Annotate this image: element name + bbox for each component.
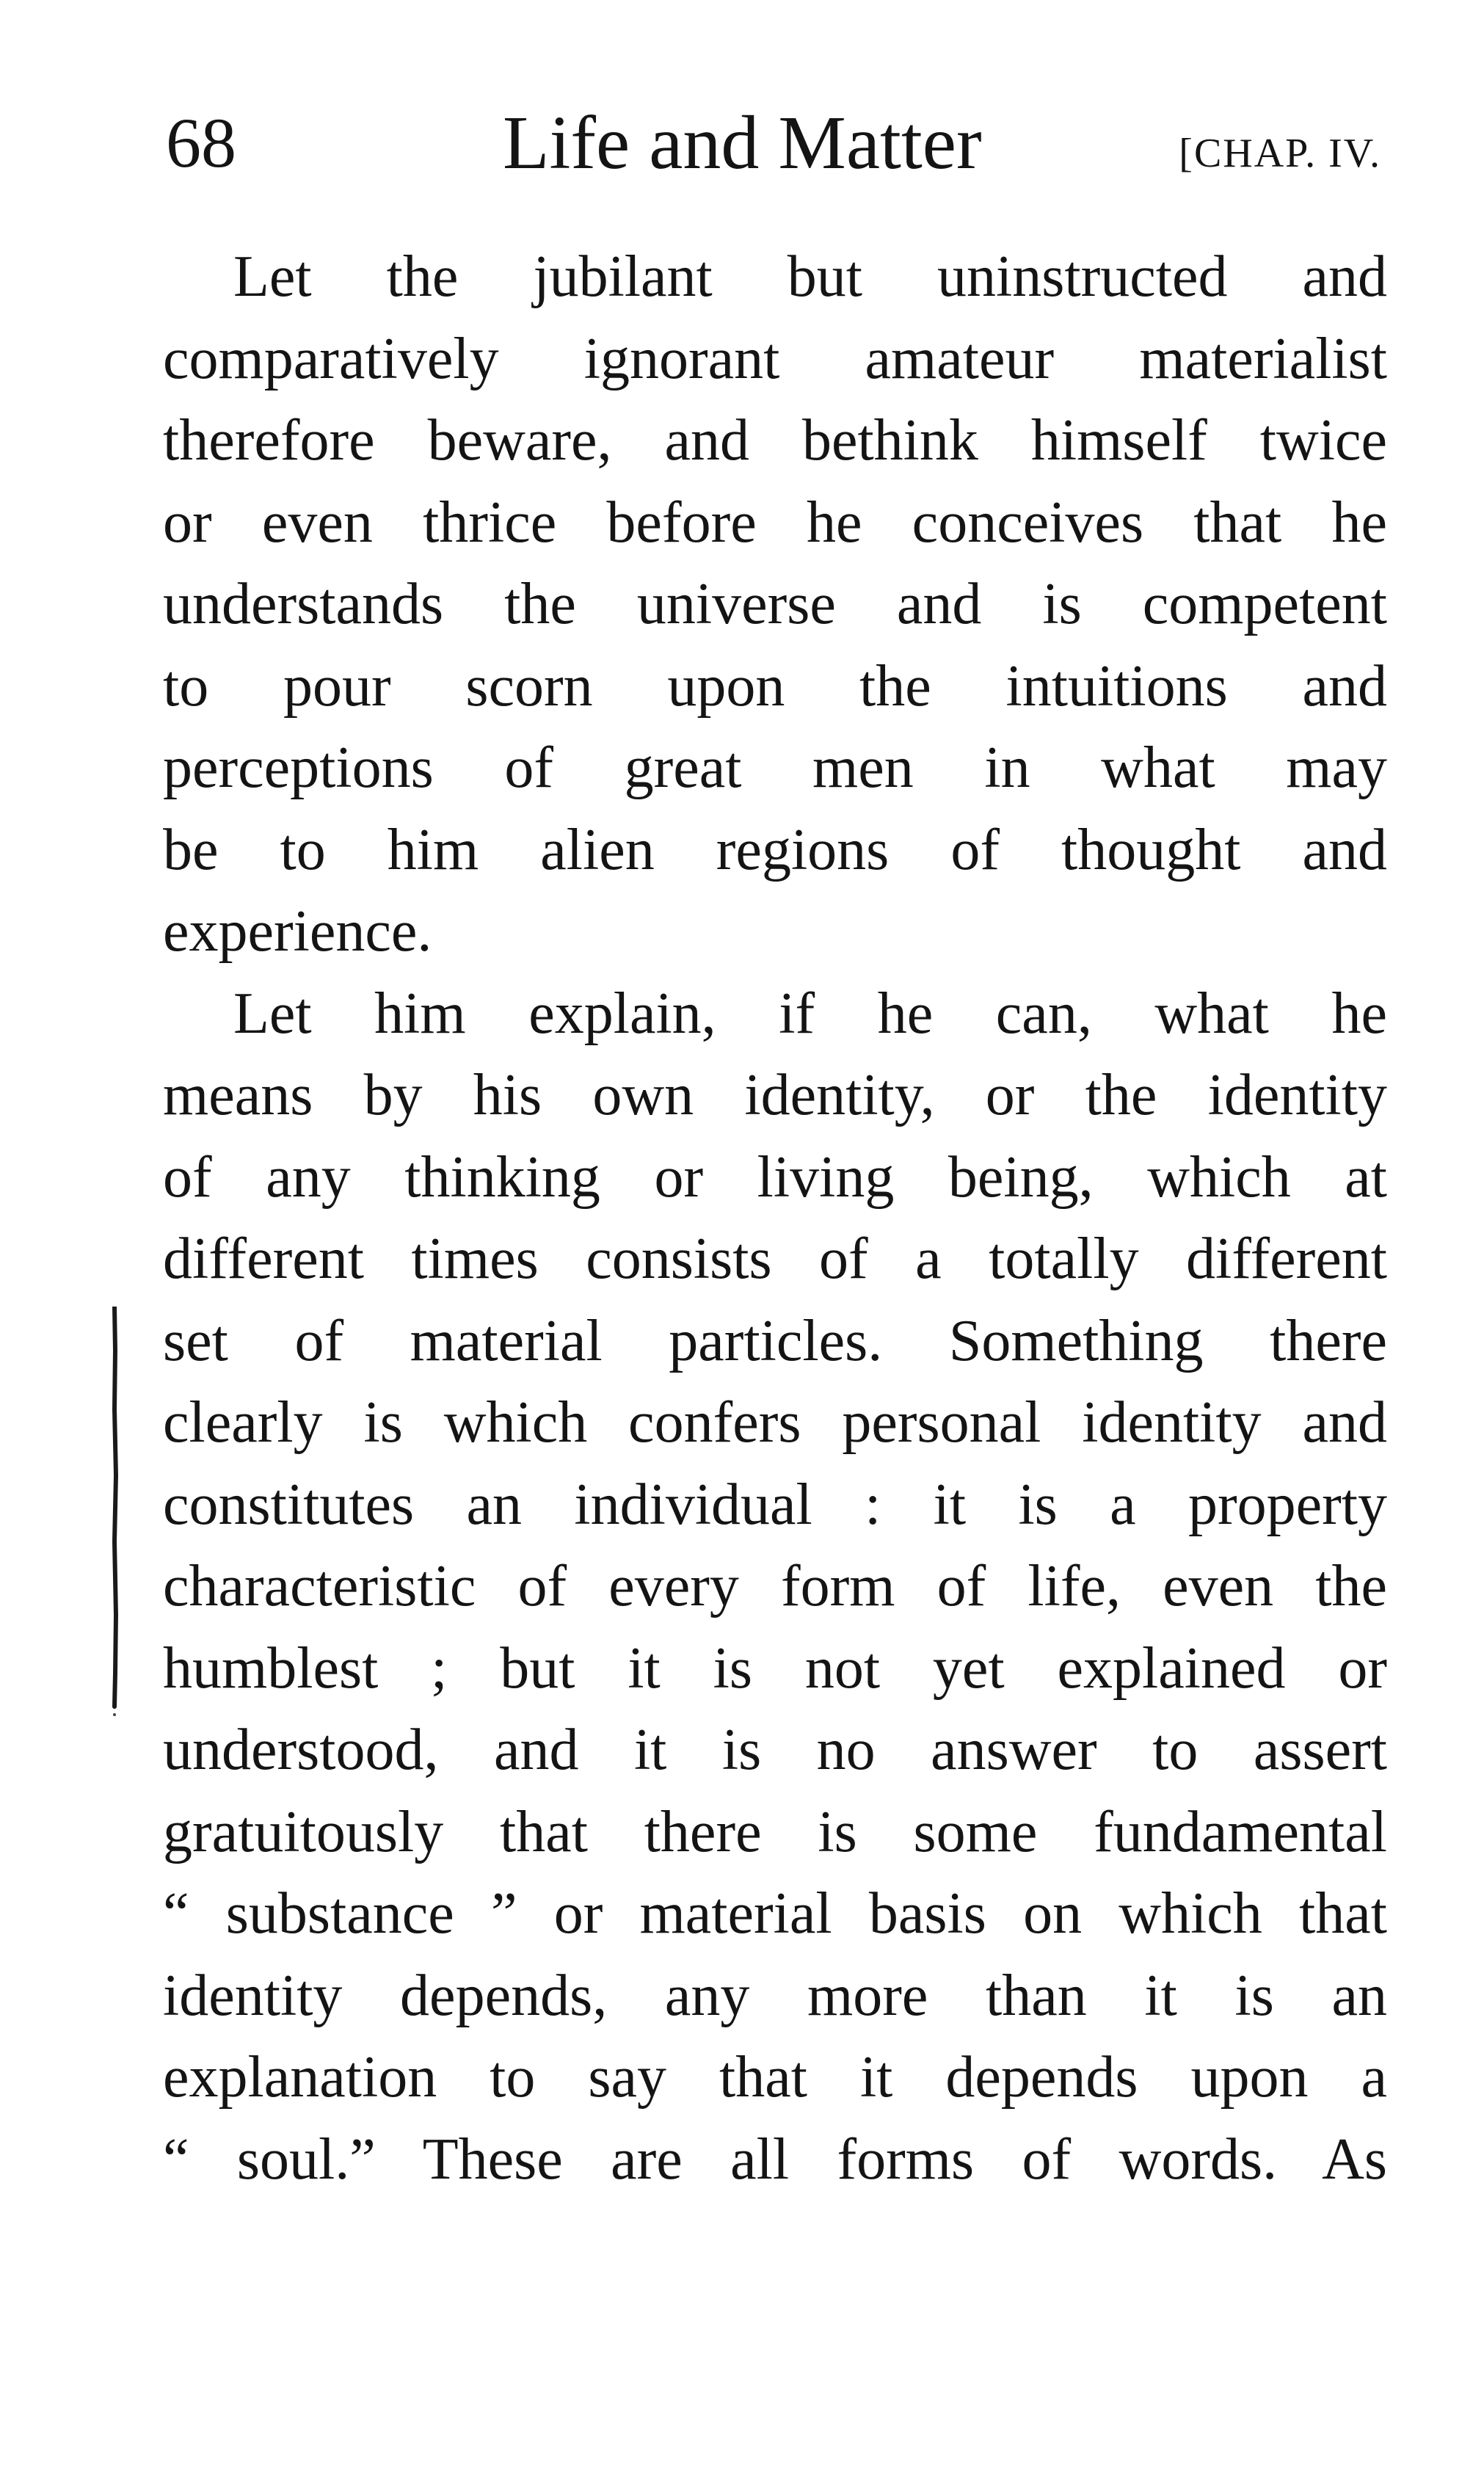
text-line: “ soul.” These are all forms of words. As [163,2126,1387,2192]
paragraph [163,973,1387,2201]
body-text [163,236,1387,2201]
text-line: set of material particles. Something there [163,1308,1387,1373]
text-line: characteristic of every form of life, even the [163,1554,1387,1619]
text-line: perceptions of great men in what may [163,735,1387,800]
text-line: or even thrice before he conceives that he [163,490,1387,555]
margin-pencil-mark [110,1307,120,1718]
text-line: therefore beware, and bethink himself twice [163,408,1387,473]
text-line: “ substance ” or material basis on which that [163,1881,1387,1946]
text-line: understands the universe and is competent [163,572,1387,636]
text-line: means by his own identity, or the identity [163,1063,1387,1127]
text-line: Let him explain, if he can, what he [233,981,1387,1046]
running-head [0,103,1484,184]
paragraph [163,236,1387,973]
chapter-reference: [CHAP. IV. [1179,131,1381,176]
text-line: constitutes an individual : it is a property [163,1472,1387,1537]
text-line: clearly is which confers personal identity and [163,1390,1387,1455]
text-line: experience. [163,899,432,964]
text-line: understood, and it is no answer to assert [163,1718,1387,1782]
text-line: Let the jubilant but uninstructed and [233,244,1387,309]
text-line: be to him alien regions of thought and [163,817,1387,882]
running-title: Life and Matter [503,101,982,185]
text-line: different times consists of a totally different [163,1227,1387,1291]
text-line: gratuitously that there is some fundamental [163,1799,1387,1864]
page-number: 68 [166,103,236,182]
text-line: humblest ; but it is not yet explained or [163,1635,1387,1701]
text-line: identity depends, any more than it is an [163,1963,1387,2028]
text-line: to pour scorn upon the intuitions and [163,653,1387,719]
text-line: explanation to say that it depends upon a [163,2045,1387,2110]
text-line: comparatively ignorant amateur materialist [163,326,1387,391]
text-line: of any thinking or living being, which at [163,1144,1387,1210]
